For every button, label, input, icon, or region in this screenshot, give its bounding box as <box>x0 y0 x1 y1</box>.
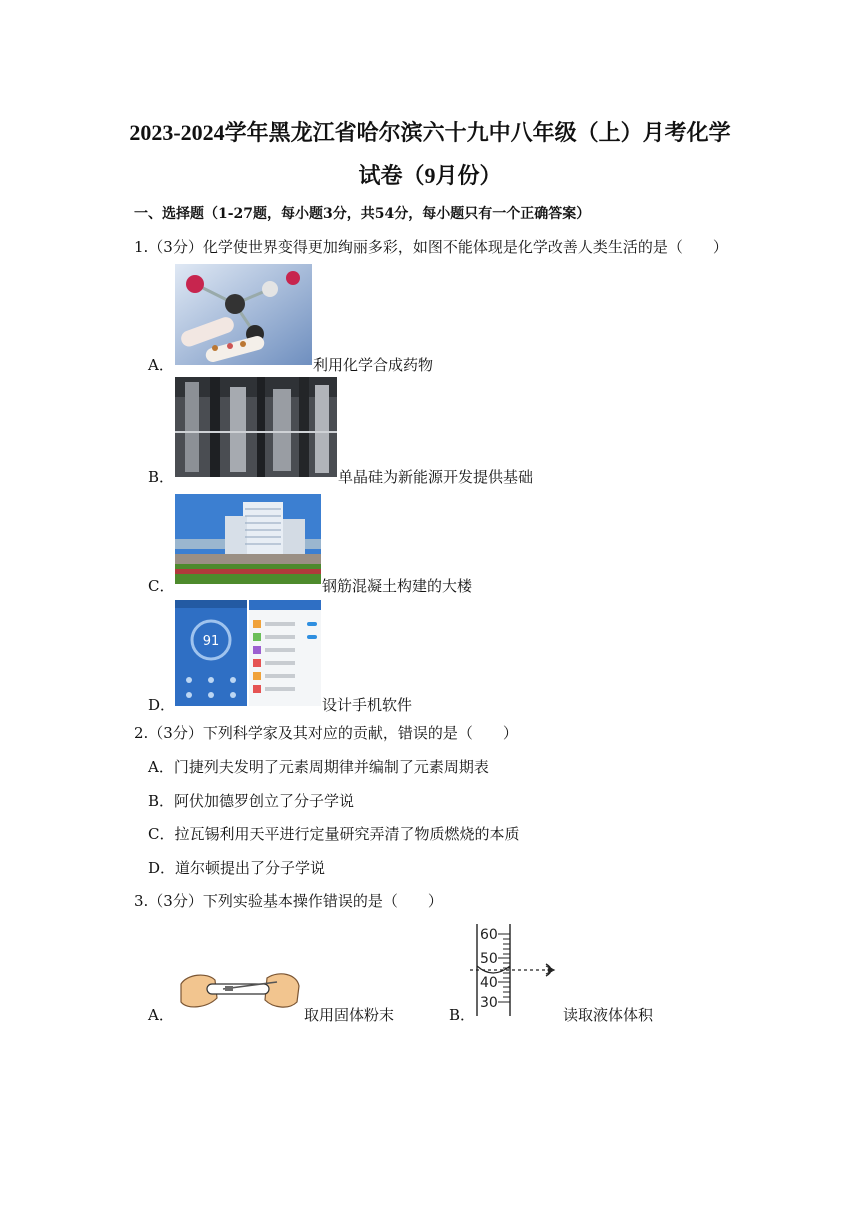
concrete-building-image <box>175 494 321 584</box>
q3-option-a-text: 取用固体粉末 <box>304 1006 395 1024</box>
q3-option-a-letter: A． <box>148 1006 174 1024</box>
page-title-line2: 试卷（9月份） <box>358 163 502 188</box>
q1-option-d-letter: D． <box>148 696 176 714</box>
page-title-line1: 2023-2024学年黑龙江省哈尔滨六十九中八年级（上）月考化学 <box>129 120 731 145</box>
q3-option-b-letter: B． <box>449 1006 476 1024</box>
cylinder-tick-60: 60 <box>480 927 498 943</box>
q1-option-b-letter: B． <box>148 468 175 486</box>
cylinder-tick-30: 30 <box>480 995 498 1011</box>
medicine-synthesis-image <box>175 264 312 365</box>
question-2-stem: 2.（3分）下列科学家及其对应的贡献，错误的是（ ） <box>134 724 518 742</box>
q1-option-b-text: 单晶硅为新能源开发提供基础 <box>338 468 534 486</box>
q2-option-b: B．阿伏加德罗创立了分子学说 <box>148 792 355 810</box>
q1-option-a-letter: A． <box>148 356 174 374</box>
q2-option-a: A．门捷列夫发明了元素周期律并编制了元素周期表 <box>148 758 489 776</box>
question-1-stem: 1.（3分）化学使世界变得更加绚丽多彩，如图不能体现是化学改善人类生活的是（ ） <box>134 238 728 256</box>
section-heading: 一、选择题（1-27题，每小题3分，共54分，每小题只有一个正确答案） <box>134 206 591 222</box>
cylinder-tick-40: 40 <box>480 975 498 991</box>
powder-test-tube-image <box>177 966 303 1016</box>
graduated-cylinder-image <box>468 922 568 1018</box>
q1-option-c-letter: C． <box>148 577 175 595</box>
q2-option-c: C．拉瓦锡利用天平进行定量研究弄清了物质燃烧的本质 <box>148 825 520 843</box>
silicon-crystal-image <box>175 377 337 477</box>
q3-option-b-text: 读取液体体积 <box>563 1006 654 1024</box>
q1-option-a-text: 利用化学合成药物 <box>313 356 434 374</box>
cylinder-tick-50: 50 <box>480 951 498 967</box>
question-3-stem: 3.（3分）下列实验基本操作错误的是（ ） <box>134 892 443 910</box>
q1-option-c-text: 钢筋混凝土构建的大楼 <box>322 577 473 595</box>
phone-score-text: 91 <box>202 634 220 649</box>
q1-option-d-text: 设计手机软件 <box>322 696 413 714</box>
phone-app-screenshot-image <box>175 600 321 706</box>
q2-option-d: D．道尔顿提出了分子学说 <box>148 859 326 877</box>
